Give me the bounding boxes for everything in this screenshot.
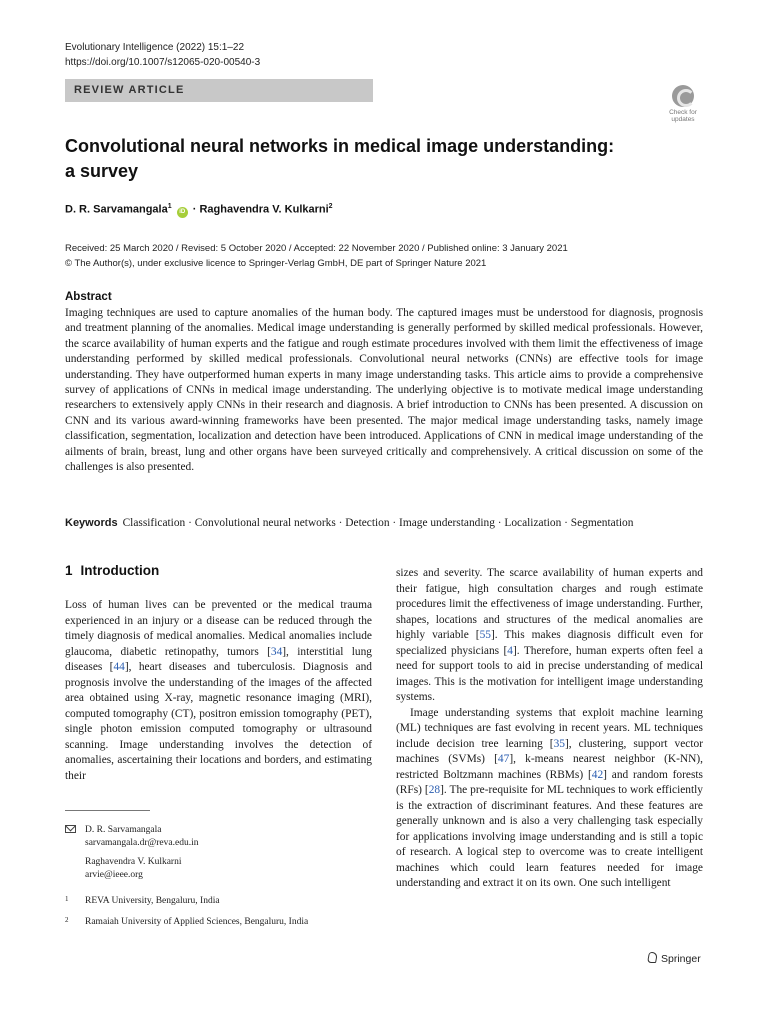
publication-dates: [65, 241, 568, 271]
keywords-list: Classification · Convolutional neural networks · Detection · Image understanding · Localization · Segmentation: [122, 517, 634, 529]
paper-title: [65, 134, 665, 184]
citation-link[interactable]: 44: [113, 661, 125, 673]
copyright-line: © The Author(s), under exclusive licence to Springer-Verlag GmbH, DE part of Springer Nature 2021: [65, 258, 487, 269]
corr-email-1[interactable]: sarvamangala.dr@reva.edu.in: [85, 838, 199, 848]
author-separator: ·: [189, 203, 200, 216]
author-1-affiliation: 1: [167, 203, 172, 210]
text-run: ], clustering, support vector machines (SVMs) [: [396, 737, 703, 765]
citation-link[interactable]: 55: [479, 629, 491, 641]
introduction-left-column: [65, 598, 372, 784]
title-line-1: Convolutional neural networks in medical image understanding:: [65, 136, 615, 156]
abstract-text: Imaging techniques are used to capture anomalies of the human body. The captured images must be understood for diagnosis, prognosis and treatment planning of the anomalies. Medical image understanding is generally performed by skilled medical professionals. However, the scarce availability of human experts and the fatigue and rough estimate procedures involved with them limit the effectiveness of image understanding performed by skilled medical professionals. Convolutional neural networks (CNNs) are effective tools for image understanding. They have outperformed human experts in many image understanding tasks. This article aims to provide a comprehensive survey of applications of CNNs in medical image understanding. The underlying objective is to motivate medical image understanding researchers to extensively apply CNNs in their research and diagnosis. A brief introduction to CNNs has been presented. A discussion on CNN and its various award-winning frameworks have been presented. The major medical image understanding tasks, namely image classification, segmentation, localization and detection have been introduced. Applications of CNN in medical image understanding of the ailments of brain, breast, lung and other organs have been surveyed critically and comprehensively. A critical discussion on some of the challenges is also presented.: [65, 307, 703, 474]
text-run: sizes and severity. The scarce availability of human experts and their fatigue, high consultation charges and rough estimate procedures limit the effectiveness of image understanding. Further, shapes, locations and structures of the medical anomalies are highly variable [: [396, 567, 703, 641]
journal-line: Evolutionary Intelligence (2022) 15:1–22: [65, 42, 245, 53]
publisher-name: Springer: [661, 953, 701, 965]
journal-citation: [65, 40, 260, 70]
publisher-logo: [648, 952, 701, 965]
citation-link[interactable]: 47: [497, 753, 510, 765]
author-1[interactable]: D. R. Sarvamangala: [65, 203, 168, 216]
section-title: Introduction: [80, 563, 160, 578]
title-line-2: a survey: [65, 161, 139, 181]
text-run: ] and random forests (RFs) [: [396, 768, 703, 796]
intro-paragraph: [65, 598, 372, 784]
corr-name-1: D. R. Sarvamangala: [85, 825, 162, 835]
date-history: Received: 25 March 2020 / Revised: 5 October 2020 / Accepted: 22 November 2020 / Published online: 3 January 2021: [65, 243, 568, 254]
text-run: ], heart diseases and tuberculosis. Diagnosis and prognosis involve the understanding of the images of the affected area obtained using X-ray, magnetic resonance imaging (MRI), computed tomography (CT), positron emission tomography (PET), single photon emission computed tomography or ultrasound scanning. Image understanding involves the detection of anomalies, ascertaining their locations and borders, and estimating their: [65, 661, 372, 782]
text-run: ]. Therefore, human experts often feel a need for support tools to aid in precise understanding of medical images. This is the motivation for intelligent image understanding systems.: [396, 644, 703, 703]
author-2-affiliation: 2: [328, 203, 333, 210]
envelope-icon: [65, 825, 76, 833]
citation-link[interactable]: 42: [591, 768, 604, 781]
author-2[interactable]: Raghavendra V. Kulkarni: [199, 203, 329, 216]
orcid-icon[interactable]: iD: [177, 207, 188, 218]
section-heading-introduction: [65, 563, 159, 578]
text-run: Image understanding systems that exploit machine learning (ML) techniques are fast evolving in recent years. ML techniques include decision tree learning [: [396, 706, 703, 750]
citation-link[interactable]: 28: [428, 784, 441, 796]
doi-link[interactable]: https://doi.org/10.1007/s12065-020-00540-3: [65, 57, 261, 68]
keywords-label: Keywords: [65, 517, 118, 529]
text-run: ]. This makes diagnosis difficult even for specialized physicians [: [396, 629, 703, 657]
check-updates-icon: [672, 85, 694, 107]
footnote-divider: [65, 810, 150, 811]
affiliation-number: 1: [65, 895, 69, 903]
springer-horse-icon: [647, 952, 658, 963]
citation-link[interactable]: 4: [507, 644, 513, 657]
citation-link[interactable]: 35: [553, 737, 565, 750]
text-run: Loss of human lives can be prevented or the medical trauma experienced in an injury or a disease can be reduced through the timely diagnosis of medical anomalies. Medical anomalies include glaucoma, diabetic retinopathy, tumors [: [65, 599, 372, 658]
introduction-right-column: [396, 566, 703, 892]
corr-email-2[interactable]: arvie@ieee.org: [85, 870, 143, 880]
corresponding-author-block: [65, 824, 198, 882]
corr-name-2: Raghavendra V. Kulkarni: [85, 857, 182, 867]
keywords: [65, 517, 705, 529]
intro-paragraph: [396, 566, 703, 706]
check-updates-label: Check for updates: [669, 109, 697, 123]
abstract-heading: Abstract: [65, 291, 112, 303]
article-type-badge: REVIEW ARTICLE: [65, 79, 373, 102]
author-list: [65, 203, 333, 218]
affiliation-2: [65, 916, 308, 929]
affiliation-1: [65, 895, 220, 908]
check-for-updates-button[interactable]: [663, 85, 703, 125]
affiliation-text: Ramaiah University of Applied Sciences, Bengaluru, India: [85, 917, 309, 927]
affiliation-number: 2: [65, 916, 69, 924]
text-run: ], interstitial lung diseases [: [65, 645, 372, 673]
citation-link[interactable]: 34: [270, 645, 283, 658]
text-run: ]. The pre-requisite for ML techniques to work efficiently is the extraction of discriminant features. And these features are generally unknown and is also a very challenging task especially for applications involving image understanding and is still a topic of research. A logical step to overcome was to create intelligent machines which could learn features needed for image understanding and extract it on its own. One such intelligent: [396, 784, 704, 889]
text-run: ], k-means nearest neighbor (K-NN), restricted Boltzmann machines (RBMs) [: [396, 753, 703, 781]
section-number: 1: [65, 563, 73, 578]
affiliation-text: REVA University, Bengaluru, India: [85, 896, 220, 906]
intro-paragraph: [396, 706, 703, 892]
